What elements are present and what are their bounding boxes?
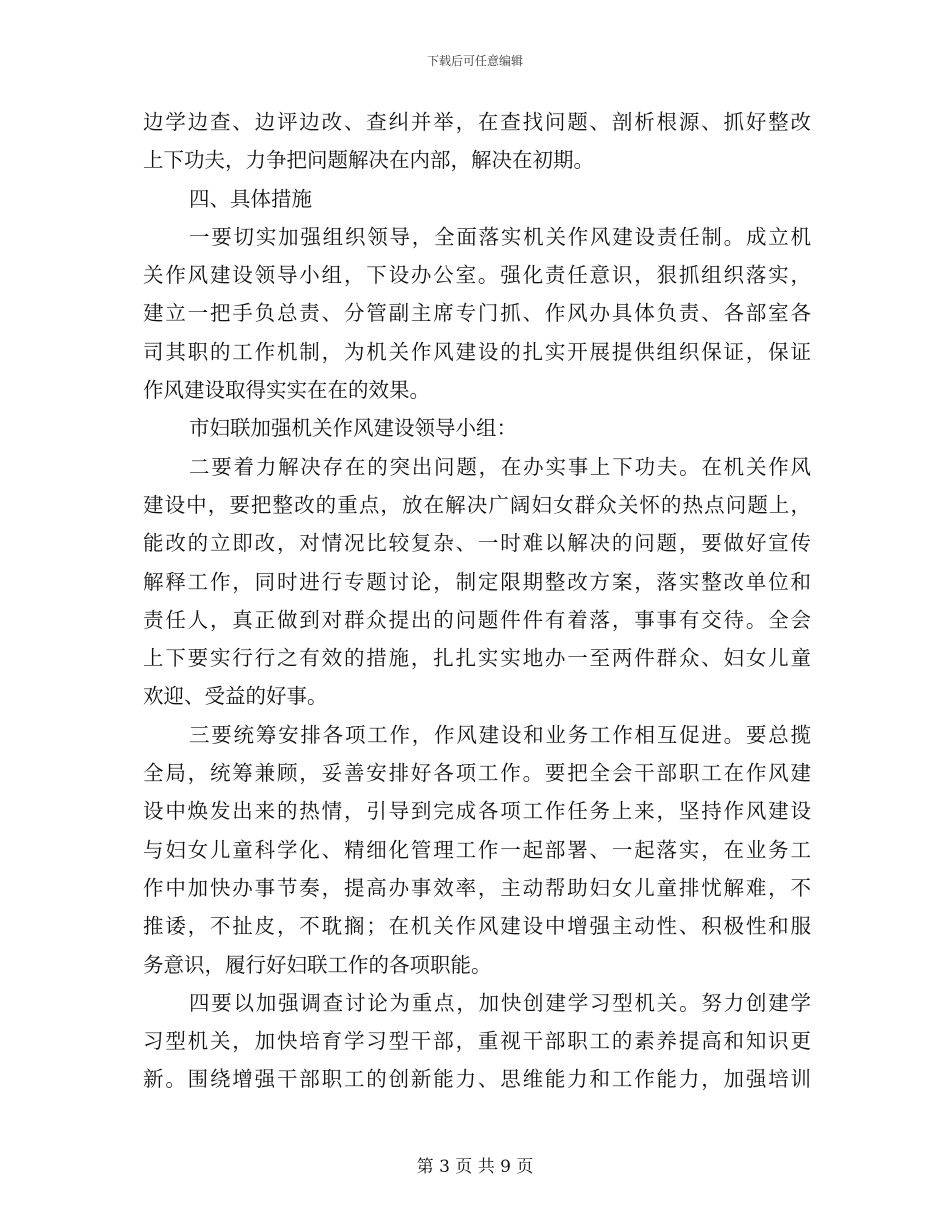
text-line: 能改的立即改，对情况比较复杂、一时难以解决的问题，要做好宣传 — [143, 531, 811, 556]
text-line: 四、具体措施 — [189, 186, 312, 211]
text-line: 务意识，履行好妇联工作的各项职能。 — [143, 952, 492, 977]
text-line: 市妇联加强机关作风建设领导小组： — [189, 416, 517, 441]
page-header: 下载后可任意编辑 — [426, 54, 523, 68]
document-body — [143, 103, 811, 1099]
text-line: 建立一把手负总责、分管副主席专门抓、作风办具体负责、各部室各 — [143, 301, 811, 326]
text-line: 习型机关，加快培育学习型干部，重视干部职工的素养提高和知识更 — [143, 1029, 811, 1054]
text-line: 设中焕发出来的热情，引导到完成各项工作任务上来，坚持作风建设 — [143, 799, 811, 824]
text-line: 全局，统筹兼顾，妥善安排好各项工作。要把全会干部职工在作风建 — [143, 761, 811, 786]
text-line: 建设中，要把整改的重点，放在解决广阔妇女群众关怀的热点问题上， — [143, 492, 811, 517]
text-line: 与妇女儿童科学化、精细化管理工作一起部署、一起落实，在业务工 — [143, 837, 811, 862]
text-line: 欢迎、受益的好事。 — [143, 684, 328, 709]
text-line: 新。围绕增强干部职工的创新能力、思维能力和工作能力，加强培训 — [143, 1067, 811, 1092]
text-line: 边学边查、边评边改、查纠并举，在查找问题、剖析根源、抓好整改 — [143, 110, 811, 134]
text-line: 责任人，真正做到对群众提出的问题件件有着落，事事有交待。全会 — [143, 607, 811, 632]
text-line: 作风建设取得实实在在的效果。 — [143, 378, 430, 403]
text-line: 二要着力解决存在的突出问题，在办实事上下功夫。在机关作风 — [189, 454, 811, 479]
text-line: 上下功夫，力争把问题解决在内部，解决在初期。 — [143, 148, 594, 173]
text-line: 上下要实行行之有效的措施，扎扎实实地办一至两件群众、妇女儿童 — [143, 646, 811, 671]
text-line: 关作风建设领导小组，下设办公室。强化责任意识，狠抓组织落实， — [143, 263, 811, 288]
text-line: 一要切实加强组织领导，全面落实机关作风建设责任制。成立机 — [189, 224, 811, 249]
text-line: 推诿，不扯皮，不耽搁；在机关作风建设中增强主动性、积极性和服 — [143, 914, 811, 939]
text-line: 作中加快办事节奏，提高办事效率，主动帮助妇女儿童排忧解难，不 — [143, 875, 811, 900]
text-line: 三要统筹安排各项工作，作风建设和业务工作相互促进。要总揽 — [189, 722, 811, 747]
text-line: 解释工作，同时进行专题讨论，制定限期整改方案，落实整改单位和 — [143, 569, 811, 594]
page-footer: 第 3 页 共 9 页 — [416, 1157, 534, 1177]
text-line: 四要以加强调查讨论为重点，加快创建学习型机关。努力创建学 — [189, 990, 811, 1015]
text-line: 司其职的工作机制，为机关作风建设的扎实开展提供组织保证，保证 — [143, 339, 811, 364]
